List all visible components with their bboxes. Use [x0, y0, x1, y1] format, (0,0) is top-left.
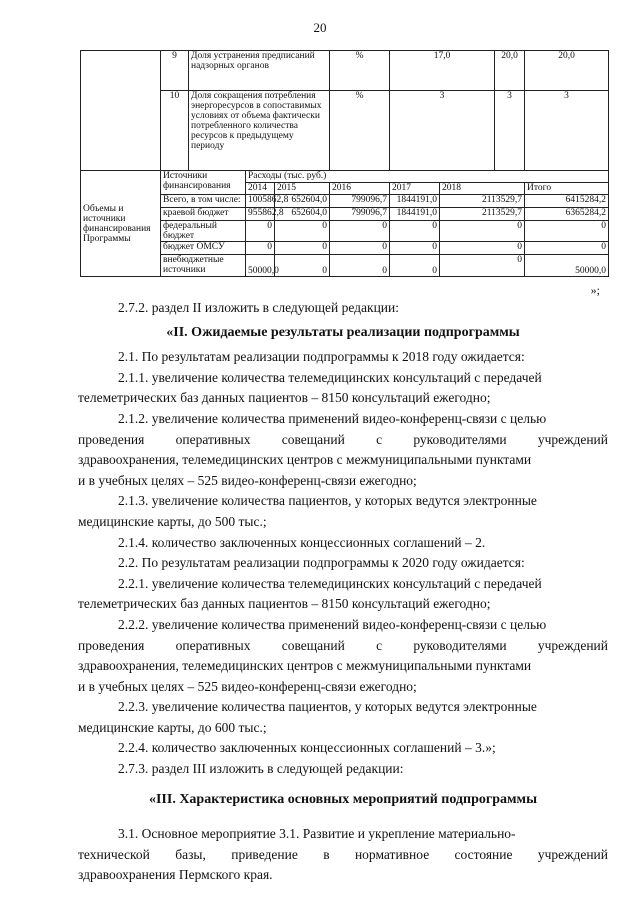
- funding-value: 955862,8: [246, 208, 275, 221]
- paragraph: 2.1.4. количество заключенных концессионных соглашений – 2.: [118, 534, 486, 550]
- funding-title: Объемы и источники финансирования Программы: [81, 171, 161, 277]
- paragraph: 2.7.2. раздел II изложить в следующей редакции:: [118, 300, 400, 315]
- paragraph-line: телеметрических баз данных пациентов – 8150 консультаций ежегодно;: [78, 596, 491, 612]
- paragraph-line: и в учебных целях – 525 видео-конференц-связи ежегодно;: [78, 472, 417, 488]
- funding-header-row: [81, 171, 609, 183]
- year-cell: 2018: [440, 183, 525, 195]
- funding-value: 0: [390, 242, 440, 255]
- funding-row: [81, 195, 609, 208]
- funding-row: [81, 255, 609, 277]
- indicator-name: Доля сокращения потребления энергоресурсов в сопоставимых условиях от объема фактически потребленного количества ресурсов к предыдущему периоду: [189, 91, 330, 171]
- year-cell: 2016: [330, 183, 390, 195]
- funding-row: [81, 221, 609, 242]
- year-cell: Итого: [525, 183, 609, 195]
- funding-value: 0: [275, 242, 330, 255]
- expenses-header: Расходы (тыс. руб.): [246, 171, 609, 183]
- value-cell: 17,0: [390, 51, 495, 91]
- paragraph: 2.1.1. увеличение количества телемедицинских консультаций с передачей: [118, 369, 542, 385]
- year-cell: 2015: [275, 183, 330, 195]
- funding-value: 1844191,0: [390, 195, 440, 208]
- paragraph: 2.7.3. раздел III изложить в следующей редакции:: [118, 761, 404, 777]
- value-cell: 3: [390, 91, 495, 171]
- indicator-row-9: [81, 51, 609, 91]
- closing-quote: »;: [590, 283, 600, 297]
- funding-value: 0: [525, 242, 609, 255]
- sources-header: Источники финансирования: [161, 171, 246, 195]
- funding-value: 0: [440, 221, 525, 242]
- value-cell: 3: [495, 91, 525, 171]
- funding-value: 0: [246, 221, 275, 242]
- paragraph-line: медицинские карты, до 500 тыс.;: [78, 513, 267, 529]
- document-body: [78, 298, 608, 886]
- year-cell: 2017: [390, 183, 440, 195]
- unit-cell: %: [330, 51, 390, 91]
- paragraph: 3.1. Основное мероприятие 3.1. Развитие и укрепление материально-: [118, 826, 516, 842]
- funding-value: 0: [330, 255, 390, 277]
- value-cell: 20,0: [495, 51, 525, 91]
- funding-value: 50000,0: [246, 255, 275, 277]
- funding-row: [81, 242, 609, 255]
- funding-value: 799096,7: [330, 195, 390, 208]
- empty-cell: [81, 51, 161, 171]
- unit-cell: %: [330, 91, 390, 171]
- paragraph-line: здравоохранения, телемедицинских центров с межмуниципальными пунктами: [78, 452, 532, 468]
- paragraph-line: здравоохранения Пермского края.: [78, 867, 273, 883]
- funding-source-label: бюджет ОМСУ: [161, 242, 246, 255]
- funding-value: 6415284,2: [525, 195, 609, 208]
- funding-value: 0: [330, 221, 390, 242]
- paragraph: 2.1. По результатам реализации подпрограммы к 2018 году ожидается:: [118, 349, 525, 365]
- funding-source-label: Всего, в том числе:: [161, 195, 246, 208]
- program-table: [80, 50, 609, 277]
- paragraph-line: телеметрических баз данных пациентов – 8150 консультаций ежегодно;: [78, 390, 491, 406]
- funding-value: 0: [246, 242, 275, 255]
- paragraph: 2.1.2. увеличение количества применений видео-конференц-связи с целью: [118, 410, 547, 426]
- funding-value: 1844191,0: [390, 208, 440, 221]
- value-cell: 3: [525, 91, 609, 171]
- paragraph-line: медицинские карты, до 600 тыс.;: [78, 719, 267, 735]
- row-number: 10: [161, 91, 189, 171]
- funding-row: [81, 208, 609, 221]
- funding-source-label: внебюджетные источники: [161, 255, 246, 277]
- paragraph-line: проведения оперативных совещаний с руководителями учреждений: [78, 637, 608, 653]
- paragraph: 2.2.4. количество заключенных концессионных соглашений – 3.»;: [118, 740, 496, 756]
- funding-value: 799096,7: [330, 208, 390, 221]
- value-cell: 20,0: [525, 51, 609, 91]
- paragraph-line: и в учебных целях – 525 видео-конференц-связи ежегодно;: [78, 678, 417, 694]
- funding-value: 0: [275, 221, 330, 242]
- paragraph: 2.1.3. увеличение количества пациентов, у которых ведутся электронные: [118, 493, 537, 509]
- funding-source-label: федеральный бюджет: [161, 221, 246, 242]
- funding-value: 652604,0: [275, 208, 330, 221]
- indicator-name: Доля устранения предписаний надзорных органов: [189, 51, 330, 91]
- paragraph: 2.2.1. увеличение количества телемедицинских консультаций с передачей: [118, 575, 542, 591]
- indicator-row-10: [81, 91, 609, 171]
- funding-value: 652604,0: [275, 195, 330, 208]
- paragraph-line: технической базы, приведение в нормативное состояние учреждений: [78, 846, 608, 862]
- row-number: 9: [161, 51, 189, 91]
- paragraph-line: проведения оперативных совещаний с руководителями учреждений: [78, 431, 608, 447]
- paragraph: 2.2.2. увеличение количества применений видео-конференц-связи с целью: [118, 616, 547, 632]
- funding-value: 0: [525, 221, 609, 242]
- funding-value: 0: [275, 255, 330, 277]
- funding-value: 6365284,2: [525, 208, 609, 221]
- paragraph: 2.2.3. увеличение количества пациентов, у которых ведутся электронные: [118, 699, 537, 715]
- funding-value: 1005862,8: [246, 195, 275, 208]
- funding-value: 0: [440, 242, 525, 255]
- section-heading: «II. Ожидаемые результаты реализации подпрограммы: [166, 324, 520, 340]
- funding-value: 2113529,7: [440, 208, 525, 221]
- funding-value: 0: [330, 242, 390, 255]
- paragraph-line: здравоохранения, телемедицинских центров с межмуниципальными пунктами: [78, 658, 532, 674]
- page-number: 20: [313, 20, 327, 35]
- funding-value: 50000,0: [525, 255, 609, 277]
- section-heading: «III. Характеристика основных мероприятий подпрограммы: [148, 791, 538, 807]
- funding-value: 0: [440, 255, 525, 277]
- funding-value: 0: [390, 221, 440, 242]
- funding-value: 0: [390, 255, 440, 277]
- year-cell: 2014: [246, 183, 275, 195]
- funding-source-label: краевой бюджет: [161, 208, 246, 221]
- funding-value: 2113529,7: [440, 195, 525, 208]
- paragraph: 2.2. По результатам реализации подпрограммы к 2020 году ожидается:: [118, 555, 525, 571]
